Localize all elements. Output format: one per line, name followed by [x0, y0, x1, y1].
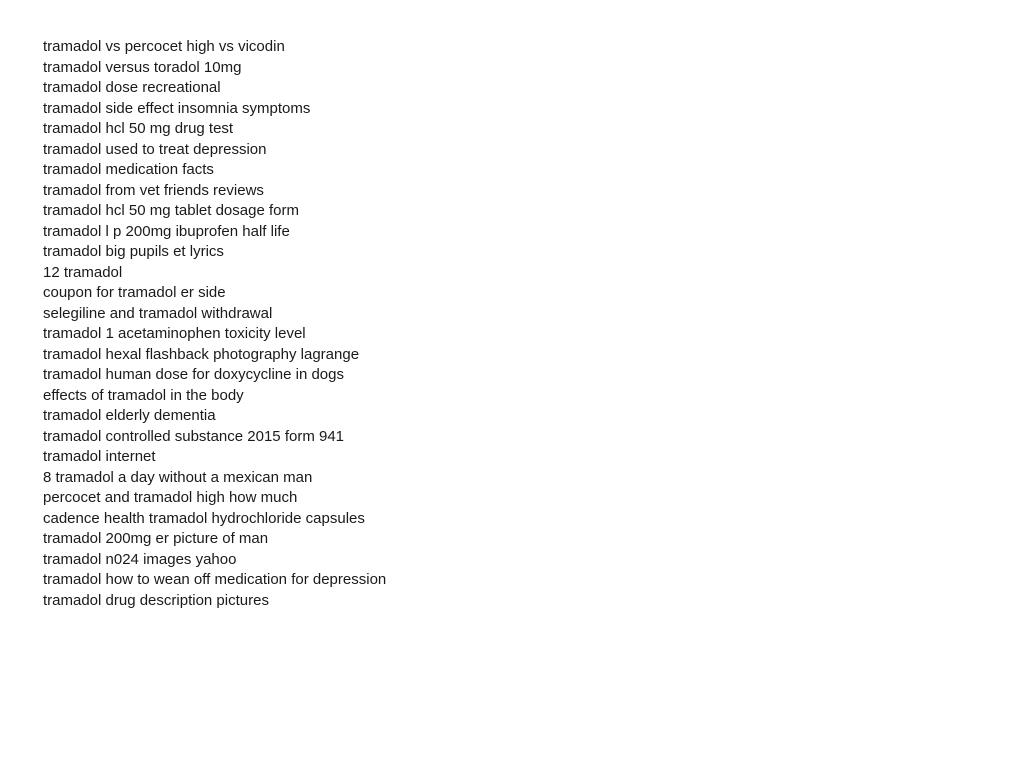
text-line: tramadol medication facts	[43, 161, 214, 178]
text-line: tramadol vs percocet high vs vicodin	[43, 38, 285, 55]
text-line: cadence health tramadol hydrochloride capsules	[43, 509, 365, 527]
text-line: effects of tramadol in the body	[43, 386, 244, 404]
text-line: tramadol n024 images yahoo	[43, 550, 237, 568]
text-line: tramadol controlled substance 2015 form 941	[43, 427, 345, 445]
text-line: tramadol 1 acetaminophen toxicity level	[43, 325, 306, 342]
text-line: tramadol elderly dementia	[43, 407, 216, 424]
text-line-list	[43, 37, 386, 611]
text-line: 8 tramadol a day without a mexican man	[43, 468, 313, 486]
text-line: tramadol 200mg er picture of man	[43, 530, 269, 547]
text-line: selegiline and tramadol withdrawal	[43, 304, 273, 322]
text-line: tramadol used to treat depression	[43, 140, 267, 158]
text-line: tramadol big pupils et lyrics	[43, 243, 224, 260]
text-line: tramadol dose recreational	[43, 79, 221, 96]
text-line: tramadol internet	[43, 448, 156, 465]
text-line: percocet and tramadol high how much	[43, 489, 298, 506]
text-line: tramadol hcl 50 mg drug test	[43, 120, 234, 137]
text-line: tramadol l p 200mg ibuprofen half life	[43, 222, 290, 240]
text-line: tramadol hexal flashback photography lagrange	[43, 345, 360, 363]
text-line: tramadol side effect insomnia symptoms	[43, 99, 311, 117]
text-line: tramadol how to wean off medication for depression	[43, 571, 387, 588]
text-line: tramadol hcl 50 mg tablet dosage form	[43, 202, 299, 219]
text-line: tramadol versus toradol 10mg	[43, 58, 242, 76]
text-line: tramadol human dose for doxycycline in dogs	[43, 366, 344, 383]
text-line: 12 tramadol	[43, 263, 123, 281]
text-line: tramadol drug description pictures	[43, 591, 269, 609]
text-line: tramadol from vet friends reviews	[43, 181, 264, 199]
text-line: coupon for tramadol er side	[43, 284, 226, 301]
